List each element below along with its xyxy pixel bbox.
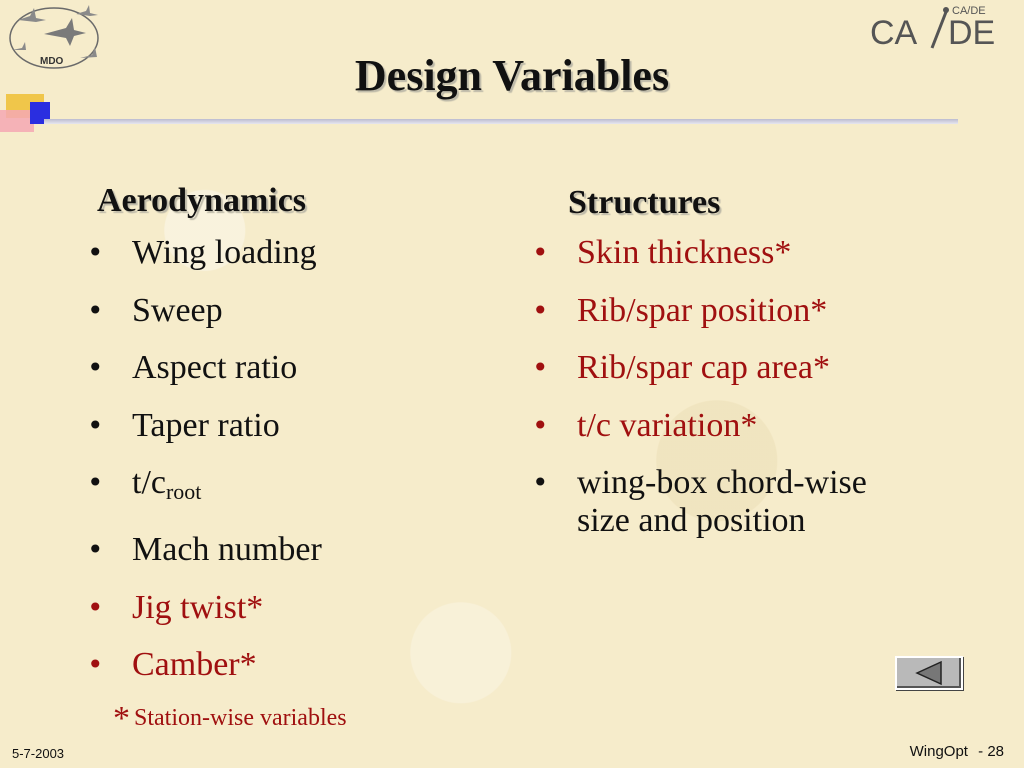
svg-text:DE: DE xyxy=(948,14,996,52)
title-divider xyxy=(44,119,958,124)
list-item: • $t/c_{root}$ xyxy=(87,464,202,505)
svg-text:CA/DE: CA/DE xyxy=(952,5,986,17)
tc-subscript: root xyxy=(165,479,202,505)
list-item: • Mach number xyxy=(87,530,322,568)
list-item: • Rib/spar cap area* xyxy=(532,349,830,387)
list-item: • Aspect ratio xyxy=(87,349,298,387)
structures-heading: Structures xyxy=(568,184,721,221)
decorative-squares xyxy=(0,94,60,134)
aerodynamics-list xyxy=(87,234,322,704)
list-item: • Jig twist* xyxy=(87,588,264,626)
cade-logo-text: CA/DE xyxy=(866,0,869,1)
list-item: • Sweep xyxy=(87,291,223,329)
slide-footer xyxy=(910,743,1004,760)
back-button[interactable] xyxy=(895,656,963,690)
cade-logo xyxy=(866,0,996,56)
list-item: • Camber* xyxy=(87,646,257,684)
structures-list xyxy=(532,234,867,560)
aerodynamics-heading: Aerodynamics xyxy=(97,182,307,219)
footnote-star: * xyxy=(113,700,130,737)
list-item-continuation: size and position xyxy=(577,502,806,540)
mdo-logo-text: MDO xyxy=(40,56,64,67)
svg-text:CA: CA xyxy=(870,14,918,52)
list-item: • Taper ratio xyxy=(87,406,280,444)
footnote xyxy=(113,700,347,738)
slide-title: Design Variables xyxy=(354,51,670,100)
slide-date: 5-7-2003 xyxy=(12,746,65,761)
list-item: • t/c variation* xyxy=(532,406,758,444)
list-item: • Rib/spar position* xyxy=(532,291,828,329)
list-item: • Wing loading xyxy=(87,234,317,271)
footer-separator: - xyxy=(978,743,984,760)
back-arrow-icon xyxy=(897,658,961,688)
list-item: • Skin thickness* xyxy=(532,234,792,271)
footer-name: WingOpt xyxy=(909,743,968,760)
list-item: • wing-box chord-wise xyxy=(532,464,867,502)
footnote-text: Station-wise variables xyxy=(134,705,347,731)
page-number: 28 xyxy=(987,743,1004,760)
